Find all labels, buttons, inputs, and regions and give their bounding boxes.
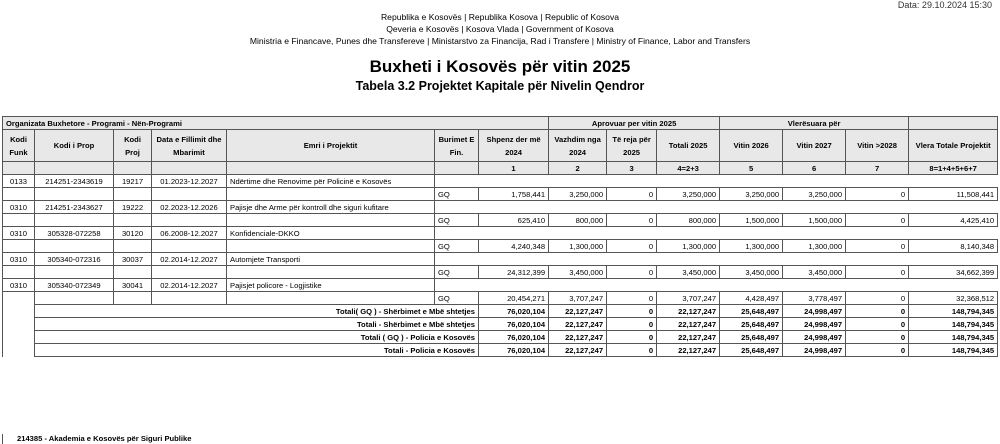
total-value-cell: 22,127,247 (549, 318, 607, 331)
value-cell: 3,250,000 (783, 188, 846, 201)
total-row (3, 318, 998, 331)
col-kodi-proj: Kodi Proj (114, 130, 152, 162)
total-value-cell: 22,127,247 (549, 344, 607, 357)
value-cell: 0 (607, 214, 657, 227)
empty-cell (227, 266, 435, 279)
total-value-cell: 0 (607, 331, 657, 344)
empty-cell (3, 266, 35, 279)
empty-cell (435, 279, 479, 292)
empty-cell (152, 240, 227, 253)
empty-cell (3, 292, 35, 305)
empty-cell (846, 253, 909, 266)
total-value-cell: 148,794,345 (909, 318, 998, 331)
value-cell: 800,000 (549, 214, 607, 227)
total-value-cell: 25,648,497 (720, 344, 783, 357)
total-value-cell: 0 (607, 344, 657, 357)
funding-source-cell: GQ (435, 240, 479, 253)
empty-cell (607, 175, 657, 188)
total-value-cell: 0 (846, 331, 909, 344)
col-num: 3 (607, 162, 657, 175)
empty-cell (720, 175, 783, 188)
capital-projects-table (2, 116, 998, 357)
project-name-cell: Automjete Transporti (227, 253, 435, 266)
empty-cell (657, 279, 720, 292)
empty-cell (152, 292, 227, 305)
empty-cell (657, 175, 720, 188)
empty-cell (435, 201, 479, 214)
value-cell: 3,778,497 (783, 292, 846, 305)
value-cell: 24,312,399 (479, 266, 549, 279)
empty-cell (783, 253, 846, 266)
empty-cell (846, 227, 909, 240)
kodi-proj-cell: 30037 (114, 253, 152, 266)
project-row (3, 253, 998, 266)
empty-cell (35, 240, 114, 253)
col-totali: Totali 2025 (657, 130, 720, 162)
empty-cell (152, 188, 227, 201)
empty-cell (909, 253, 998, 266)
kodi-proj-cell: 19217 (114, 175, 152, 188)
value-cell: 0 (607, 240, 657, 253)
funding-source-cell: GQ (435, 214, 479, 227)
empty-cell (3, 188, 35, 201)
kodi-prop-cell: 305328-072258 (35, 227, 114, 240)
empty-cell (35, 214, 114, 227)
value-cell: 1,300,000 (549, 240, 607, 253)
value-cell: 3,707,247 (549, 292, 607, 305)
empty-cell (549, 279, 607, 292)
empty-cell (3, 331, 35, 344)
project-name-cell: Pajisjet policore - Logjistike (227, 279, 435, 292)
total-value-cell: 25,648,497 (720, 305, 783, 318)
col-num: 8=1+4+5+6+7 (909, 162, 998, 175)
value-cell: 3,250,000 (549, 188, 607, 201)
value-cell: 0 (607, 266, 657, 279)
empty-cell (549, 253, 607, 266)
value-cell: 11,508,441 (909, 188, 998, 201)
value-cell: 0 (846, 266, 909, 279)
empty-cell (152, 266, 227, 279)
value-cell: 32,368,512 (909, 292, 998, 305)
total-value-cell: 0 (846, 318, 909, 331)
value-cell: 0 (607, 188, 657, 201)
kodi-prop-cell: 305340-072349 (35, 279, 114, 292)
empty-cell (435, 227, 479, 240)
empty-cell (657, 253, 720, 266)
total-value-cell: 76,020,104 (479, 318, 549, 331)
col-kodi-prop: Kodi i Prop (35, 130, 114, 162)
empty-cell (783, 279, 846, 292)
col-tereja: Të reja për 2025 (607, 130, 657, 162)
empty-cell (227, 292, 435, 305)
project-values-row (3, 240, 998, 253)
kodi-proj-cell: 19222 (114, 201, 152, 214)
table-title: Tabela 3.2 Projektet Kapitale për Nivelin Qendror (355, 79, 645, 93)
kodi-prop-cell: 305340-072316 (35, 253, 114, 266)
value-cell: 20,454,271 (479, 292, 549, 305)
empty-cell (909, 279, 998, 292)
empty-cell (3, 318, 35, 331)
project-row (3, 201, 998, 214)
empty-cell (783, 175, 846, 188)
empty-cell (3, 344, 35, 357)
project-values-row (3, 188, 998, 201)
col-num: 2 (549, 162, 607, 175)
total-value-cell: 22,127,247 (549, 305, 607, 318)
value-cell: 3,250,000 (657, 188, 720, 201)
col-2028: Vitin >2028 (846, 130, 909, 162)
empty-cell (607, 279, 657, 292)
kodi-funk-cell: 0310 (3, 201, 35, 214)
empty-cell (607, 253, 657, 266)
empty-cell (549, 175, 607, 188)
col-burimet: Burimet E Fin. (435, 130, 479, 162)
total-value-cell: 76,020,104 (479, 331, 549, 344)
header-line-ministry: Ministria e Financave, Punes dhe Transfereve | Ministarstvo za Financija, Rad i Transfere | Ministry of Finance, Labor and Transfers (249, 36, 751, 46)
total-value-cell: 22,127,247 (657, 331, 720, 344)
funding-source-cell: GQ (435, 266, 479, 279)
total-value-cell: 25,648,497 (720, 318, 783, 331)
total-value-cell: 0 (846, 305, 909, 318)
value-cell: 4,240,348 (479, 240, 549, 253)
empty-cell (35, 266, 114, 279)
header-line-republic: Republika e Kosovës | Republika Kosova | Republic of Kosova (380, 12, 620, 22)
empty-cell (114, 292, 152, 305)
empty-cell (720, 227, 783, 240)
empty-cell (720, 279, 783, 292)
empty-cell (114, 188, 152, 201)
col-num: 6 (783, 162, 846, 175)
total-value-cell: 148,794,345 (909, 305, 998, 318)
empty-cell (846, 279, 909, 292)
empty-cell (114, 214, 152, 227)
value-cell: 1,500,000 (783, 214, 846, 227)
next-organization-label: 214385 - Akademia e Kosovës për Siguri Publike (2, 434, 997, 444)
total-value-cell: 22,127,247 (657, 318, 720, 331)
empty-cell (607, 227, 657, 240)
kodi-proj-cell: 30120 (114, 227, 152, 240)
total-label-cell: Totali ( GQ ) - Policia e Kosovës (35, 331, 479, 344)
empty-cell (479, 253, 549, 266)
kodi-funk-cell: 0310 (3, 253, 35, 266)
empty-cell (35, 292, 114, 305)
date-range-cell: 02.2014-12.2027 (152, 253, 227, 266)
empty-cell (227, 188, 435, 201)
empty-cell (909, 175, 998, 188)
col-num: 5 (720, 162, 783, 175)
empty-cell (114, 266, 152, 279)
kodi-proj-cell: 30041 (114, 279, 152, 292)
empty-cell (227, 214, 435, 227)
header-row-numbers (3, 162, 998, 175)
empty-cell (909, 201, 998, 214)
total-row (3, 331, 998, 344)
date-range-cell: 01.2023-12.2027 (152, 175, 227, 188)
col-num: 7 (846, 162, 909, 175)
value-cell: 3,450,000 (657, 266, 720, 279)
empty-cell (435, 175, 479, 188)
empty-cell (479, 201, 549, 214)
value-cell: 1,500,000 (720, 214, 783, 227)
total-value-cell: 22,127,247 (657, 344, 720, 357)
empty-cell (783, 201, 846, 214)
empty-cell (549, 227, 607, 240)
value-cell: 3,450,000 (720, 266, 783, 279)
value-cell: 0 (846, 188, 909, 201)
empty-cell (783, 227, 846, 240)
total-value-cell: 24,998,497 (783, 305, 846, 318)
col-2027: Vitin 2027 (783, 130, 846, 162)
value-cell: 625,410 (479, 214, 549, 227)
empty-cell (657, 201, 720, 214)
total-value-cell: 76,020,104 (479, 305, 549, 318)
project-name-cell: Konfidenciale-DKKO (227, 227, 435, 240)
empty-cell (479, 227, 549, 240)
empty-cell (846, 175, 909, 188)
total-label-cell: Totali - Policia e Kosovës (35, 344, 479, 357)
header-org: Organizata Buxhetore - Programi - Nën-Programi (3, 117, 549, 130)
value-cell: 4,428,497 (720, 292, 783, 305)
col-2026: Vitin 2026 (720, 130, 783, 162)
total-value-cell: 24,998,497 (783, 344, 846, 357)
value-cell: 0 (607, 292, 657, 305)
kodi-funk-cell: 0310 (3, 279, 35, 292)
total-label-cell: Totali - Shërbimet e Mbë shtetjes (35, 318, 479, 331)
empty-cell (846, 201, 909, 214)
value-cell: 3,450,000 (783, 266, 846, 279)
header-row-group (3, 117, 998, 130)
total-value-cell: 22,127,247 (657, 305, 720, 318)
empty-cell (479, 279, 549, 292)
value-cell: 4,425,410 (909, 214, 998, 227)
empty-cell (152, 214, 227, 227)
total-value-cell: 25,648,497 (720, 331, 783, 344)
total-value-cell: 148,794,345 (909, 344, 998, 357)
value-cell: 1,300,000 (657, 240, 720, 253)
value-cell: 1,300,000 (720, 240, 783, 253)
total-value-cell: 22,127,247 (549, 331, 607, 344)
total-value-cell: 0 (607, 318, 657, 331)
empty-cell (607, 201, 657, 214)
value-cell: 3,250,000 (720, 188, 783, 201)
value-cell: 1,300,000 (783, 240, 846, 253)
col-data: Data e Fillimit dhe Mbarimit (152, 130, 227, 162)
header-aprovuar: Aprovuar per vitin 2025 (549, 117, 720, 130)
kodi-prop-cell: 214251-2343619 (35, 175, 114, 188)
funding-source-cell: GQ (435, 292, 479, 305)
page-title: Buxheti i Kosovës për vitin 2025 (369, 57, 631, 76)
header-vleresuara: Vlerësuara për (720, 117, 909, 130)
value-cell: 0 (846, 240, 909, 253)
funding-source-cell: GQ (435, 188, 479, 201)
total-value-cell: 148,794,345 (909, 331, 998, 344)
value-cell: 8,140,348 (909, 240, 998, 253)
header-row-columns (3, 130, 998, 162)
value-cell: 0 (846, 214, 909, 227)
col-kodi-funk: Kodi Funk (3, 130, 35, 162)
col-shpenz: Shpenz der më 2024 (479, 130, 549, 162)
col-vazhdim: Vazhdim nga 2024 (549, 130, 607, 162)
empty-cell (114, 240, 152, 253)
empty-cell (227, 240, 435, 253)
total-value-cell: 76,020,104 (479, 344, 549, 357)
date-range-cell: 02.2023-12.2026 (152, 201, 227, 214)
total-label-cell: Totali( GQ ) - Shërbimet e Mbë shtetjes (35, 305, 479, 318)
project-values-row (3, 214, 998, 227)
date-range-cell: 06.2008-12.2027 (152, 227, 227, 240)
project-values-row (3, 292, 998, 305)
project-row (3, 279, 998, 292)
empty-cell (549, 201, 607, 214)
empty-cell (435, 253, 479, 266)
header-line-government: Qeveria e Kosovës | Kosova Vlada | Government of Kosova (386, 24, 614, 34)
value-cell: 3,450,000 (549, 266, 607, 279)
kodi-funk-cell: 0310 (3, 227, 35, 240)
date-range-cell: 02.2014-12.2027 (152, 279, 227, 292)
empty-cell (3, 305, 35, 318)
total-value-cell: 24,998,497 (783, 331, 846, 344)
empty-cell (657, 227, 720, 240)
empty-cell (3, 214, 35, 227)
project-name-cell: Ndërtime dhe Renovime për Policinë e Kosovës (227, 175, 435, 188)
project-row (3, 227, 998, 240)
report-date: Data: 29.10.2024 15:30 (897, 0, 992, 10)
total-row (3, 344, 998, 357)
col-emri: Emri i Projektit (227, 130, 435, 162)
total-value-cell: 0 (607, 305, 657, 318)
value-cell: 3,707,247 (657, 292, 720, 305)
empty-cell (35, 188, 114, 201)
value-cell: 800,000 (657, 214, 720, 227)
col-num: 1 (479, 162, 549, 175)
value-cell: 0 (846, 292, 909, 305)
total-value-cell: 0 (846, 344, 909, 357)
kodi-funk-cell: 0133 (3, 175, 35, 188)
col-vlera: Vlera Totale Projektit (909, 130, 998, 162)
project-name-cell: Pajisje dhe Arme për kontroll dhe siguri kufitare (227, 201, 435, 214)
col-num: 4=2+3 (657, 162, 720, 175)
total-row (3, 305, 998, 318)
empty-cell (720, 201, 783, 214)
value-cell: 34,662,399 (909, 266, 998, 279)
empty-cell (720, 253, 783, 266)
value-cell: 1,758,441 (479, 188, 549, 201)
empty-cell (479, 175, 549, 188)
empty-cell (3, 240, 35, 253)
project-values-row (3, 266, 998, 279)
empty-cell (909, 227, 998, 240)
total-value-cell: 24,998,497 (783, 318, 846, 331)
project-row (3, 175, 998, 188)
kodi-prop-cell: 214251-2343627 (35, 201, 114, 214)
